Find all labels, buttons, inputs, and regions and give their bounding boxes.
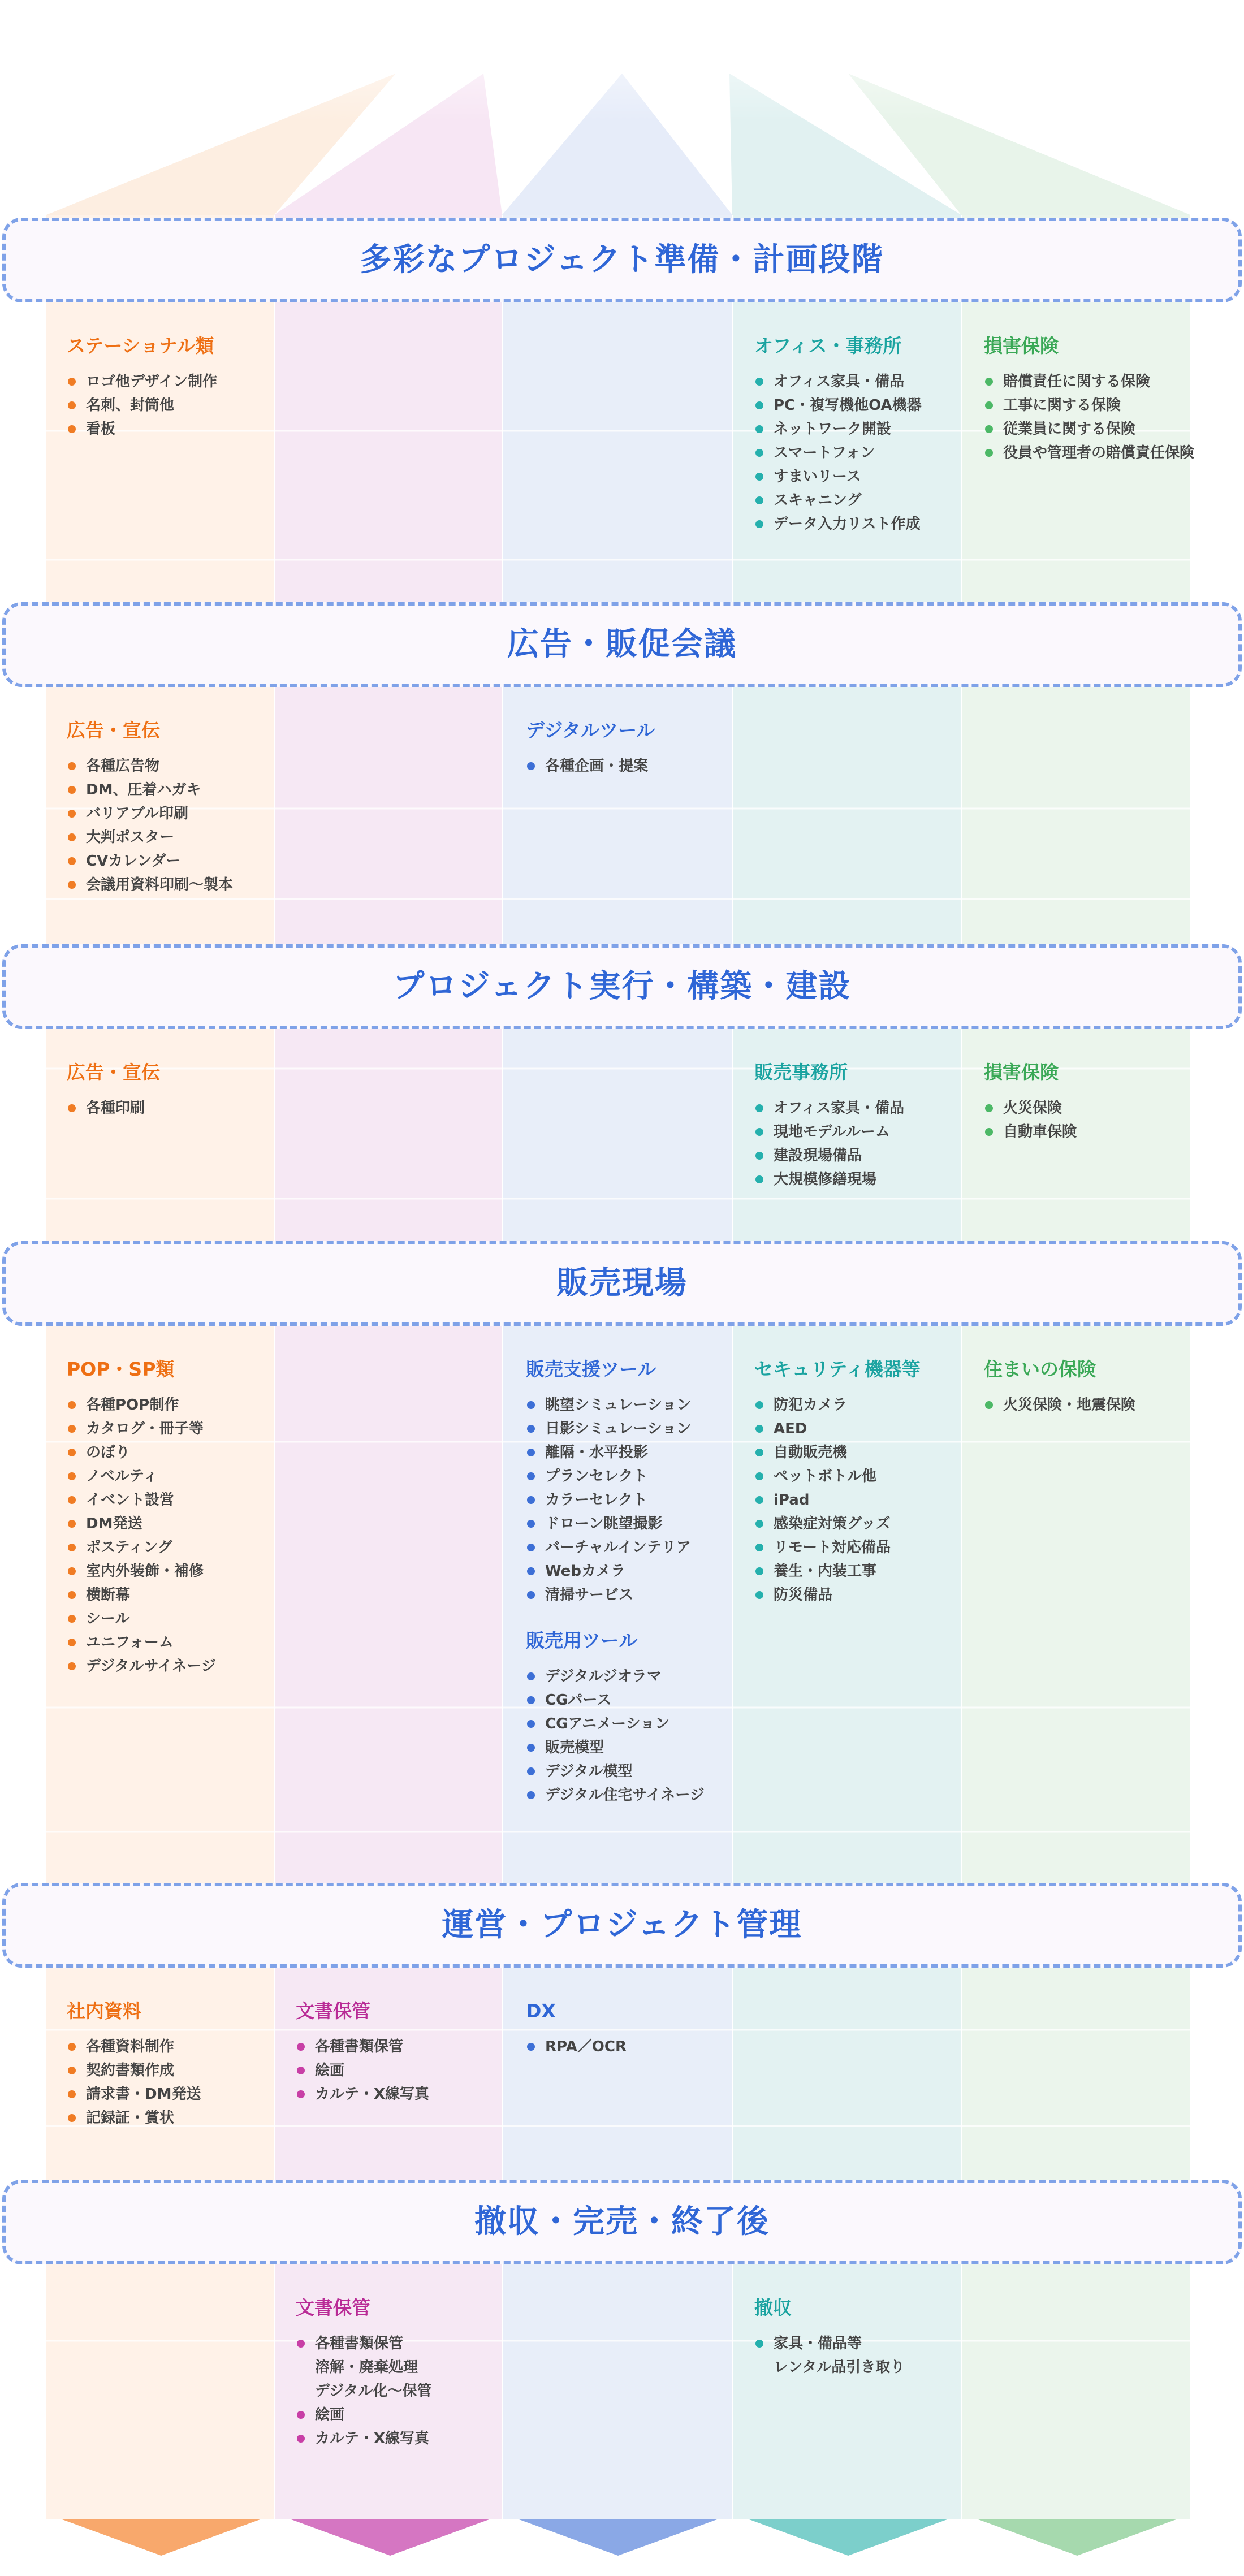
category-title: 広告・宣伝 <box>67 1061 160 1083</box>
category-item: 養生・内装工事 <box>754 1559 969 1583</box>
category-item: カルテ・X線写真 <box>296 2427 511 2450</box>
category-item: ペットボトル他 <box>754 1464 969 1488</box>
category-item: 自動販売機 <box>754 1441 969 1464</box>
category-title: オフィス・事務所 <box>754 335 902 357</box>
category-item: 絵画 <box>296 2059 511 2082</box>
category-item: 賠償責任に関する保険 <box>984 370 1199 394</box>
category-item: ドローン眺望撮影 <box>526 1512 741 1536</box>
category-item: 大判ポスター <box>67 825 282 849</box>
category-item: 各種POP制作 <box>67 1393 282 1417</box>
category-list <box>754 2332 969 2379</box>
category-block <box>67 334 282 441</box>
category-item: 防犯カメラ <box>754 1393 969 1417</box>
stage-title: 販売現場 <box>556 1265 688 1302</box>
category-item: 看板 <box>67 417 282 441</box>
category-item: 各種書類保管 <box>296 2035 511 2059</box>
category-item: 各種広告物 <box>67 754 282 778</box>
category-title: 販売用ツール <box>526 1630 638 1652</box>
category-item: CGアニメーション <box>526 1712 741 1736</box>
category-block <box>67 718 282 897</box>
category-list <box>984 1393 1199 1417</box>
category-item: 自動車保険 <box>984 1120 1199 1144</box>
category-item: 感染症対策グッズ <box>754 1512 969 1536</box>
category-item: 横断幕 <box>67 1583 282 1607</box>
category-item: 会議用資料印刷〜製本 <box>67 873 282 897</box>
category-title: 撤収 <box>754 2297 792 2319</box>
category-item: データ入力リスト作成 <box>754 512 969 536</box>
category-item: プランセレクト <box>526 1464 741 1488</box>
category-item: スマートフォン <box>754 441 969 465</box>
category-item: 名刺、封筒他 <box>67 394 282 417</box>
category-list <box>754 370 969 536</box>
category-item: DM発送 <box>67 1512 282 1536</box>
category-list <box>67 754 282 897</box>
category-block <box>754 1357 969 1607</box>
category-title: セキュリティ機器等 <box>754 1358 921 1380</box>
stage-band <box>0 2180 1244 2264</box>
category-item: デジタルサイネージ <box>67 1654 282 1678</box>
category-block <box>754 334 969 536</box>
category-item: 防災備品 <box>754 1583 969 1607</box>
category-item: レンタル品引き取り <box>774 2359 905 2376</box>
category-item: PC・複写機他OA機器 <box>754 394 969 417</box>
category-item: ネットワーク開設 <box>754 417 969 441</box>
category-item: デジタル模型 <box>526 1760 741 1783</box>
category-block <box>526 718 741 778</box>
category-block <box>984 1060 1199 1144</box>
stage-band <box>0 602 1244 687</box>
category-item: オフィス家具・備品 <box>754 370 969 394</box>
category-item: イベント設営 <box>67 1488 282 1512</box>
category-item: 火災保険 <box>984 1096 1199 1120</box>
category-item: 各種書類保管 <box>296 2332 511 2355</box>
category-item: RPA／OCR <box>526 2035 741 2059</box>
category-item: 家具・備品等 <box>754 2332 969 2355</box>
category-item: 大規模修繕現場 <box>754 1168 969 1191</box>
category-block <box>296 1999 511 2106</box>
category-title: 社内資料 <box>67 2000 141 2022</box>
category-list <box>296 2035 511 2106</box>
category-block <box>526 1999 741 2059</box>
category-block <box>754 2296 969 2379</box>
category-item: ポスティング <box>67 1536 282 1559</box>
category-item: 離隔・水平投影 <box>526 1441 741 1464</box>
stage-band <box>0 1241 1244 1326</box>
category-item: 溶解・廃棄処理 <box>315 2359 418 2376</box>
category-title: 住まいの保険 <box>984 1358 1096 1380</box>
category-list <box>67 1096 282 1120</box>
category-item: 工事に関する保険 <box>984 394 1199 417</box>
category-list <box>526 2035 741 2059</box>
stage-title: 撤収・完売・終了後 <box>474 2203 770 2240</box>
category-item: ロゴ他デザイン制作 <box>67 370 282 394</box>
category-title: POP・SP類 <box>67 1358 175 1380</box>
stage-title: 広告・販促会議 <box>507 626 737 663</box>
category-item: 日影シミュレーション <box>526 1417 741 1441</box>
category-list <box>526 1393 741 1607</box>
category-list <box>754 1393 969 1607</box>
category-item: AED <box>754 1417 969 1441</box>
category-list <box>754 1096 969 1191</box>
category-item: デジタルジオラマ <box>526 1665 741 1688</box>
category-item: 各種印刷 <box>67 1096 282 1120</box>
category-item: 請求書・DM発送 <box>67 2082 282 2106</box>
category-item: のぼり <box>67 1441 282 1464</box>
category-title: 販売支援ツール <box>526 1358 656 1380</box>
stage-title: プロジェクト実行・構築・建設 <box>392 968 852 1005</box>
category-item: CGパース <box>526 1688 741 1712</box>
category-item: デジタル住宅サイネージ <box>526 1783 741 1807</box>
category-title: 文書保管 <box>296 2297 370 2319</box>
category-item: バリアブル印刷 <box>67 802 282 825</box>
category-title: 文書保管 <box>296 2000 370 2022</box>
category-list <box>67 2035 282 2130</box>
category-item: リモート対応備品 <box>754 1536 969 1559</box>
stage-title: 運営・プロジェクト管理 <box>442 1907 802 1943</box>
category-item: 契約書類作成 <box>67 2059 282 2082</box>
category-item: スキャニング <box>754 489 969 512</box>
stage-band <box>0 218 1244 302</box>
category-list <box>67 1393 282 1678</box>
category-block <box>526 1628 741 1807</box>
category-item: DM、圧着ハガキ <box>67 778 282 802</box>
category-item: CVカレンダー <box>67 849 282 873</box>
category-title: 広告・宣伝 <box>67 719 160 741</box>
category-item: 各種企画・提案 <box>526 754 741 778</box>
category-item: バーチャルインテリア <box>526 1536 741 1559</box>
category-block <box>67 1060 282 1120</box>
category-block <box>526 1357 741 1607</box>
category-item: Webカメラ <box>526 1559 741 1583</box>
category-block <box>984 334 1199 465</box>
category-item: カラーセレクト <box>526 1488 741 1512</box>
category-list <box>296 2332 511 2450</box>
category-title: 損害保険 <box>984 1061 1059 1083</box>
category-item: 現地モデルルーム <box>754 1120 969 1144</box>
category-block <box>754 1060 969 1191</box>
category-item: ユニフォーム <box>67 1631 282 1654</box>
category-item: シール <box>67 1607 282 1631</box>
category-item: 清掃サービス <box>526 1583 741 1607</box>
category-list <box>526 754 741 778</box>
category-item: 火災保険・地震保険 <box>984 1393 1199 1417</box>
category-title: ステーショナル類 <box>67 335 214 357</box>
category-item: 眺望シミュレーション <box>526 1393 741 1417</box>
category-block <box>296 2296 511 2450</box>
category-item: ノベルティ <box>67 1464 282 1488</box>
category-item: 各種資料制作 <box>67 2035 282 2059</box>
category-block <box>67 1999 282 2130</box>
category-block <box>67 1357 282 1678</box>
category-list <box>984 370 1199 465</box>
category-item: すまいリース <box>754 465 969 489</box>
stage-band <box>0 944 1244 1029</box>
category-title: 損害保険 <box>984 335 1059 357</box>
category-item: カルテ・X線写真 <box>296 2082 511 2106</box>
category-title: DX <box>526 2000 556 2022</box>
category-item: 記録証・賞状 <box>67 2106 282 2130</box>
category-item: 室内外装飾・補修 <box>67 1559 282 1583</box>
stage-band <box>0 1883 1244 1968</box>
category-title: デジタルツール <box>526 719 655 741</box>
category-item: 役員や管理者の賠償責任保険 <box>984 441 1199 465</box>
category-item: 建設現場備品 <box>754 1144 969 1168</box>
stage-title: 多彩なプロジェクト準備・計画段階 <box>360 241 884 278</box>
category-block <box>984 1357 1199 1417</box>
category-item: 販売模型 <box>526 1736 741 1760</box>
category-item: 従業員に関する保険 <box>984 417 1199 441</box>
category-item: カタログ・冊子等 <box>67 1417 282 1441</box>
category-list <box>984 1096 1199 1144</box>
category-item: iPad <box>754 1488 969 1512</box>
category-item: オフィス家具・備品 <box>754 1096 969 1120</box>
category-item: 絵画 <box>296 2403 511 2427</box>
category-item: デジタル化〜保管 <box>315 2383 432 2400</box>
category-list <box>67 370 282 441</box>
category-list <box>526 1665 741 1807</box>
category-title: 販売事務所 <box>754 1061 848 1083</box>
